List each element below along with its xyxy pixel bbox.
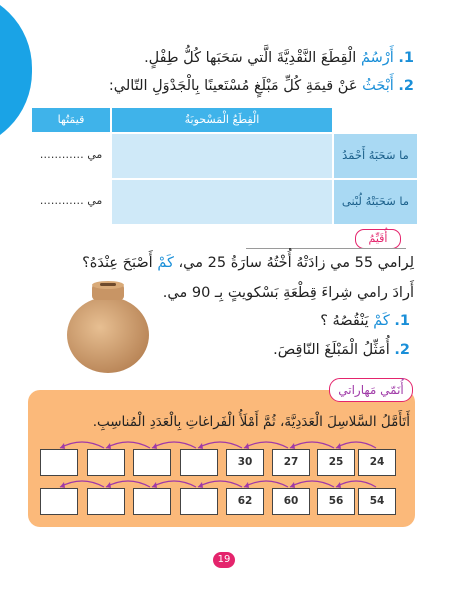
question-2 [109,78,414,94]
question-1-text: الْقِطَعَ النَّقْدِيَّةَ الَّتي سَحَبَها كُلُّ طِفْلٍ. [144,50,357,66]
table-cell-coins-2[interactable] [112,180,332,224]
evaluate-sub-2-number: 2. [394,342,410,358]
skills-instruction-text: أَتَأَمَّلُ السَّلاسِلَ الْعَدَدِيَّةَ، ثُمَّ أَمْلَأُ الْفَراغاتِ بِالْعَدَدِ الْمُناسِبِ. [92,414,410,430]
question-2-text: عَنْ قيمَةِ كُلِّ مَبْلَغٍ مُسْتَعينًا بِالْجَدْوَلِ التّالي: [108,78,358,94]
skills-instruction [93,414,410,430]
sequence-2-box-3[interactable]: 60 [272,488,310,515]
sequence-2-box-4[interactable]: 62 [226,488,264,515]
question-2-verb: أَبْحَثُ [362,78,394,94]
table-separator [32,178,417,180]
evaluate-sub-1 [320,313,410,329]
evaluate-sub-1-text: يَنْقُصُهُ ؟ [320,313,369,329]
question-1-number: 1. [398,50,414,66]
table-header-coins: الْقِطَعُ الْمَسْحوبَةُ [112,108,332,132]
evaluate-badge: أُقَيِّمُ [355,229,401,249]
table-row-label-2: ما سَحَبَتْهُ لُبْنى [341,194,410,208]
sequence-2-box-5[interactable] [180,488,218,515]
sequence-1-box-3[interactable]: 27 [272,449,310,476]
sequence-2-box-1[interactable]: 54 [358,488,396,515]
page-number: 19 [213,552,235,568]
evaluate-sub-2-text: أُمَثِّلُ الْمَبْلَغَ النّاقِصَ. [273,342,390,358]
evaluate-line-2-text: أَرادَ رامي شِراءَ قِطْعَةِ بَسْكويتٍ بِـ 90 مي. [162,285,414,301]
sequence-1-box-2[interactable]: 25 [317,449,355,476]
sequence-1-box-1[interactable]: 24 [358,449,396,476]
evaluate-sub-1-number: 1. [394,313,410,329]
evaluate-line-1 [82,255,414,271]
sequence-1-box-4[interactable]: 30 [226,449,264,476]
table-row-label-1: ما سَحَبَهُ أَحْمَدُ [342,148,409,162]
sequence-2-box-8[interactable] [40,488,78,515]
table-cell-coins-1[interactable] [112,134,332,178]
evaluate-sub-2 [273,342,410,358]
table-cell-value-2[interactable]: ………… مي [39,194,103,207]
question-2-number: 2. [398,78,414,94]
evaluate-line-1-end: أَصْبَحَ عِنْدَهُ؟ [82,255,153,271]
evaluate-line-1-text: لِرامي 55 مي زادَتْهُ أُخْتُهُ سارَةُ 25 مي، [178,255,414,271]
table-cell-value-1[interactable]: ………… مي [39,148,103,161]
evaluate-line-2 [163,285,414,301]
evaluate-line-1-how-many: كَمْ [157,255,174,271]
evaluate-underline [246,248,406,249]
table-header-value: قيمَتُها [32,108,110,132]
evaluate-sub-1-how-many: كَمْ [373,313,390,329]
question-1 [144,50,414,66]
sequence-2-box-6[interactable] [133,488,171,515]
sequence-arrows [28,430,415,492]
skills-badge: أُنَمّي مَهاراتي [329,378,413,402]
money-pot-illustration [66,278,150,374]
question-1-verb: أَرْسُمُ [360,50,394,66]
decorative-blue-arc [0,0,32,150]
sequence-2-box-7[interactable] [87,488,125,515]
sequence-2-box-2[interactable]: 56 [317,488,355,515]
